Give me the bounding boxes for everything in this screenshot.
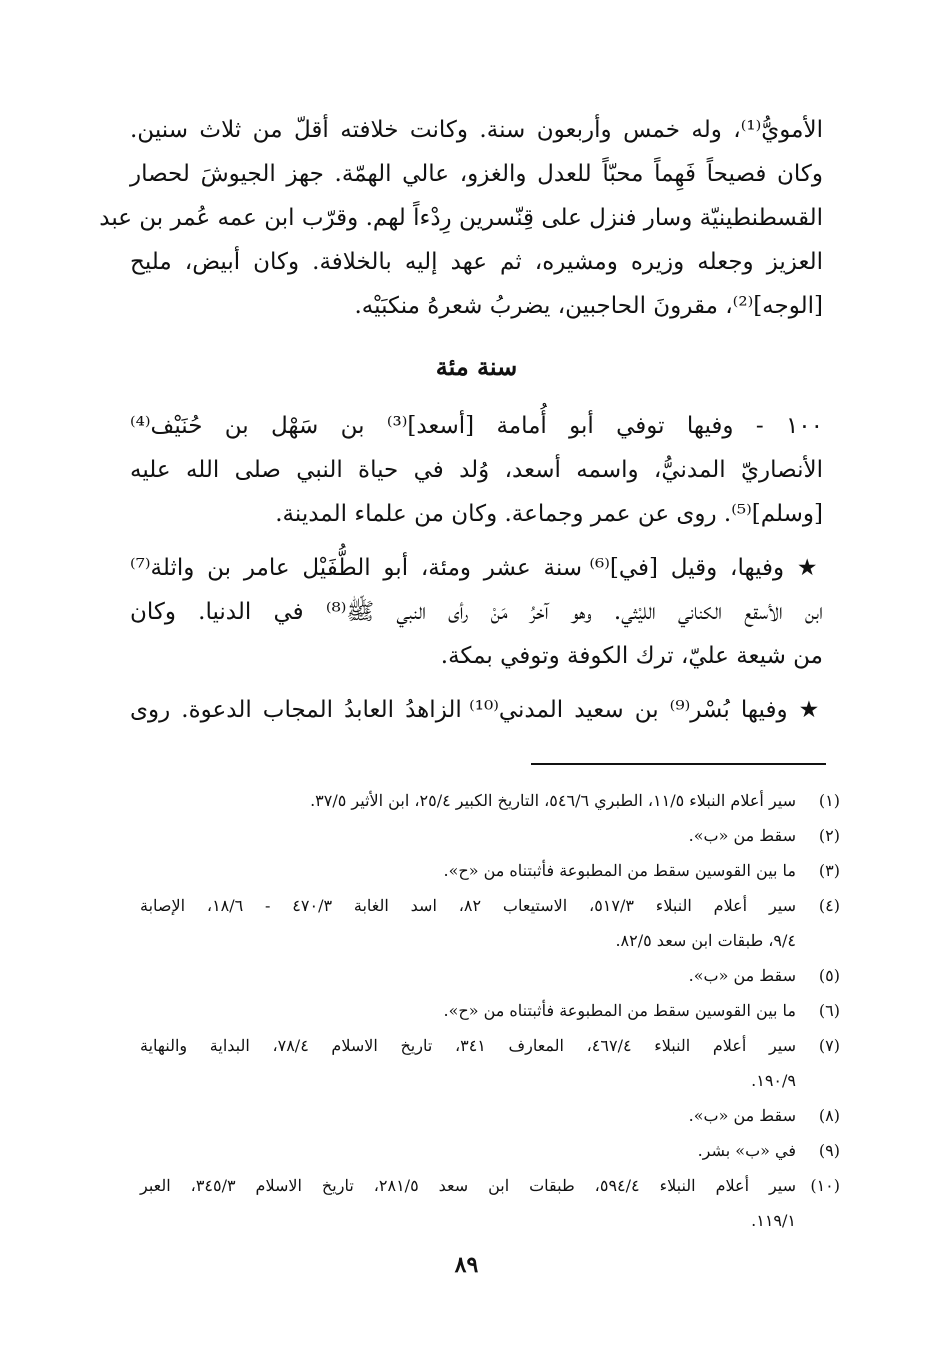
footnote-text: في «ب» بشر.: [697, 1141, 796, 1160]
footnote-number: (٥): [818, 966, 840, 985]
footnote-3: [140, 853, 840, 888]
text-line: [الوجه]⁽²⁾، مقرونَ الحاجبين، يضربُ شعرهُ منكبَيْه.: [354, 293, 823, 319]
page-number: ٨٩: [454, 1252, 479, 1278]
text-line: وكان فصيحاً فَهِماً محبّاً للعدل والغزو، عالي الهمّة. جهز الجيوشَ لحصار: [130, 161, 823, 187]
text-line: ★ وفيها بُسْر⁽⁹⁾ بن سعيد المدني⁽¹⁰⁾ الزاهدُ العابدُ المجاب الدعوة. روى: [130, 697, 823, 723]
paragraph-3: [130, 546, 823, 678]
footnote-text: سقط من «ب».: [688, 966, 796, 985]
footnote-number: (١): [818, 791, 840, 810]
text-line: القسطنطينيّة وسار فنزل على قِنّسرين رِدْءاً لهم. وقرّب ابن عمه عُمر بن عبد: [99, 205, 823, 231]
text-line: ١٠٠ - وفيها توفي أبو أُمامة [أسعد]⁽³⁾ بن سَهْل بن حُنَيْف⁽⁴⁾: [130, 413, 823, 439]
footnote-4: [140, 888, 840, 923]
footnote-number: (٧): [818, 1036, 840, 1055]
footnote-number: (٤): [818, 896, 840, 915]
footnote-text: سير أعلام النبلاء ١١/٥، الطبري ٥٤٦/٦، التاريخ الكبير ٢٥/٤، ابن الأثير ٣٧/٥.: [310, 791, 796, 810]
footnote-text: سقط من «ب».: [688, 826, 796, 845]
paragraph-1: [99, 108, 823, 328]
footnote-7: [140, 1028, 840, 1063]
footnote-10: [140, 1168, 840, 1203]
paragraph-spacer: [130, 536, 823, 546]
footnote-text: سقط من «ب».: [688, 1106, 796, 1125]
footnote-1: [140, 783, 840, 818]
text-line: ★ وفيها، وقيل [في]⁽⁶⁾ سنة عشر ومئة، أبو الطُّفَيْل عامر بن واثلة⁽⁷⁾: [130, 555, 823, 581]
footnote-number: (٢): [818, 826, 840, 845]
paragraph-2: [130, 404, 823, 536]
footnote-number: (٦): [818, 1001, 840, 1020]
footnote-6: [140, 993, 840, 1028]
footnote-text: سير أعلام النبلاء ٥١٧/٣، الاستيعاب ٨٢، اسد الغابة ٤٧٠/٣ - ١٨/٦، الإصابة: [140, 896, 797, 915]
paragraph-spacer: [130, 678, 823, 688]
text-line: الأمويُّ⁽¹⁾، وله خمس وأربعون سنة. وكانت خلافته أقلّ من ثلاث سنين.: [130, 117, 823, 143]
footnote-8: [140, 1098, 840, 1133]
footnotes: [140, 783, 840, 1238]
text-line: [وسلم]⁽⁵⁾. روى عن عمر وجماعة. وكان من علماء المدينة.: [275, 501, 823, 527]
text-line: ابن الأسقع الكناني الليْثي. وهو آخرُ مَنْ رأى النبي ﷺ⁽⁸⁾ في الدنيا. وكان: [130, 599, 823, 625]
footnote-text: سير أعلام النبلاء ٤٦٧/٤، المعارف ٣٤١، تاريخ الاسلام ٧٨/٤، البداية والنهاية: [140, 1036, 797, 1055]
footnote-number: (١٠): [810, 1176, 840, 1195]
footnote-text: سير أعلام النبلاء ٥٩٤/٤، طبقات ابن سعد ٢٨١/٥، تاريخ الاسلام ٣٤٥/٣، العبر: [140, 1176, 797, 1195]
footnote-5: [140, 958, 840, 993]
footnote-continuation: ١١٩/١.: [751, 1211, 796, 1230]
text-line: من شيعة عليّ، ترك الكوفة وتوفي بمكة.: [440, 643, 823, 669]
footnote-separator: [531, 763, 826, 765]
footnote-2: [140, 818, 840, 853]
footnote-number: (٩): [818, 1141, 840, 1160]
year-heading: سنة مئة: [435, 352, 518, 381]
text-line: العزيز وجعله وزيره ومشيره، ثم عهد إليه بالخلافة. وكان أبيض، مليح: [130, 249, 823, 275]
footnote-text: ما بين القوسين سقط من المطبوعة فأثبتناه من «ح».: [443, 1001, 796, 1020]
footnote-text: ما بين القوسين سقط من المطبوعة فأثبتناه من «ح».: [443, 861, 796, 880]
footnote-continuation: ١٩٠/٩.: [751, 1071, 796, 1090]
paragraph-4: [130, 688, 823, 732]
footnote-number: (٣): [818, 861, 840, 880]
footnote-9: [140, 1133, 840, 1168]
footnote-number: (٨): [818, 1106, 840, 1125]
text-line: الأنصاريّ المدنيُّ، واسمه أسعد، وُلد في حياة النبي صلى الله عليه: [130, 457, 823, 483]
footnote-continuation: ٩/٤، طبقات ابن سعد ٨٢/٥.: [615, 931, 796, 950]
main-text: [99, 108, 823, 732]
